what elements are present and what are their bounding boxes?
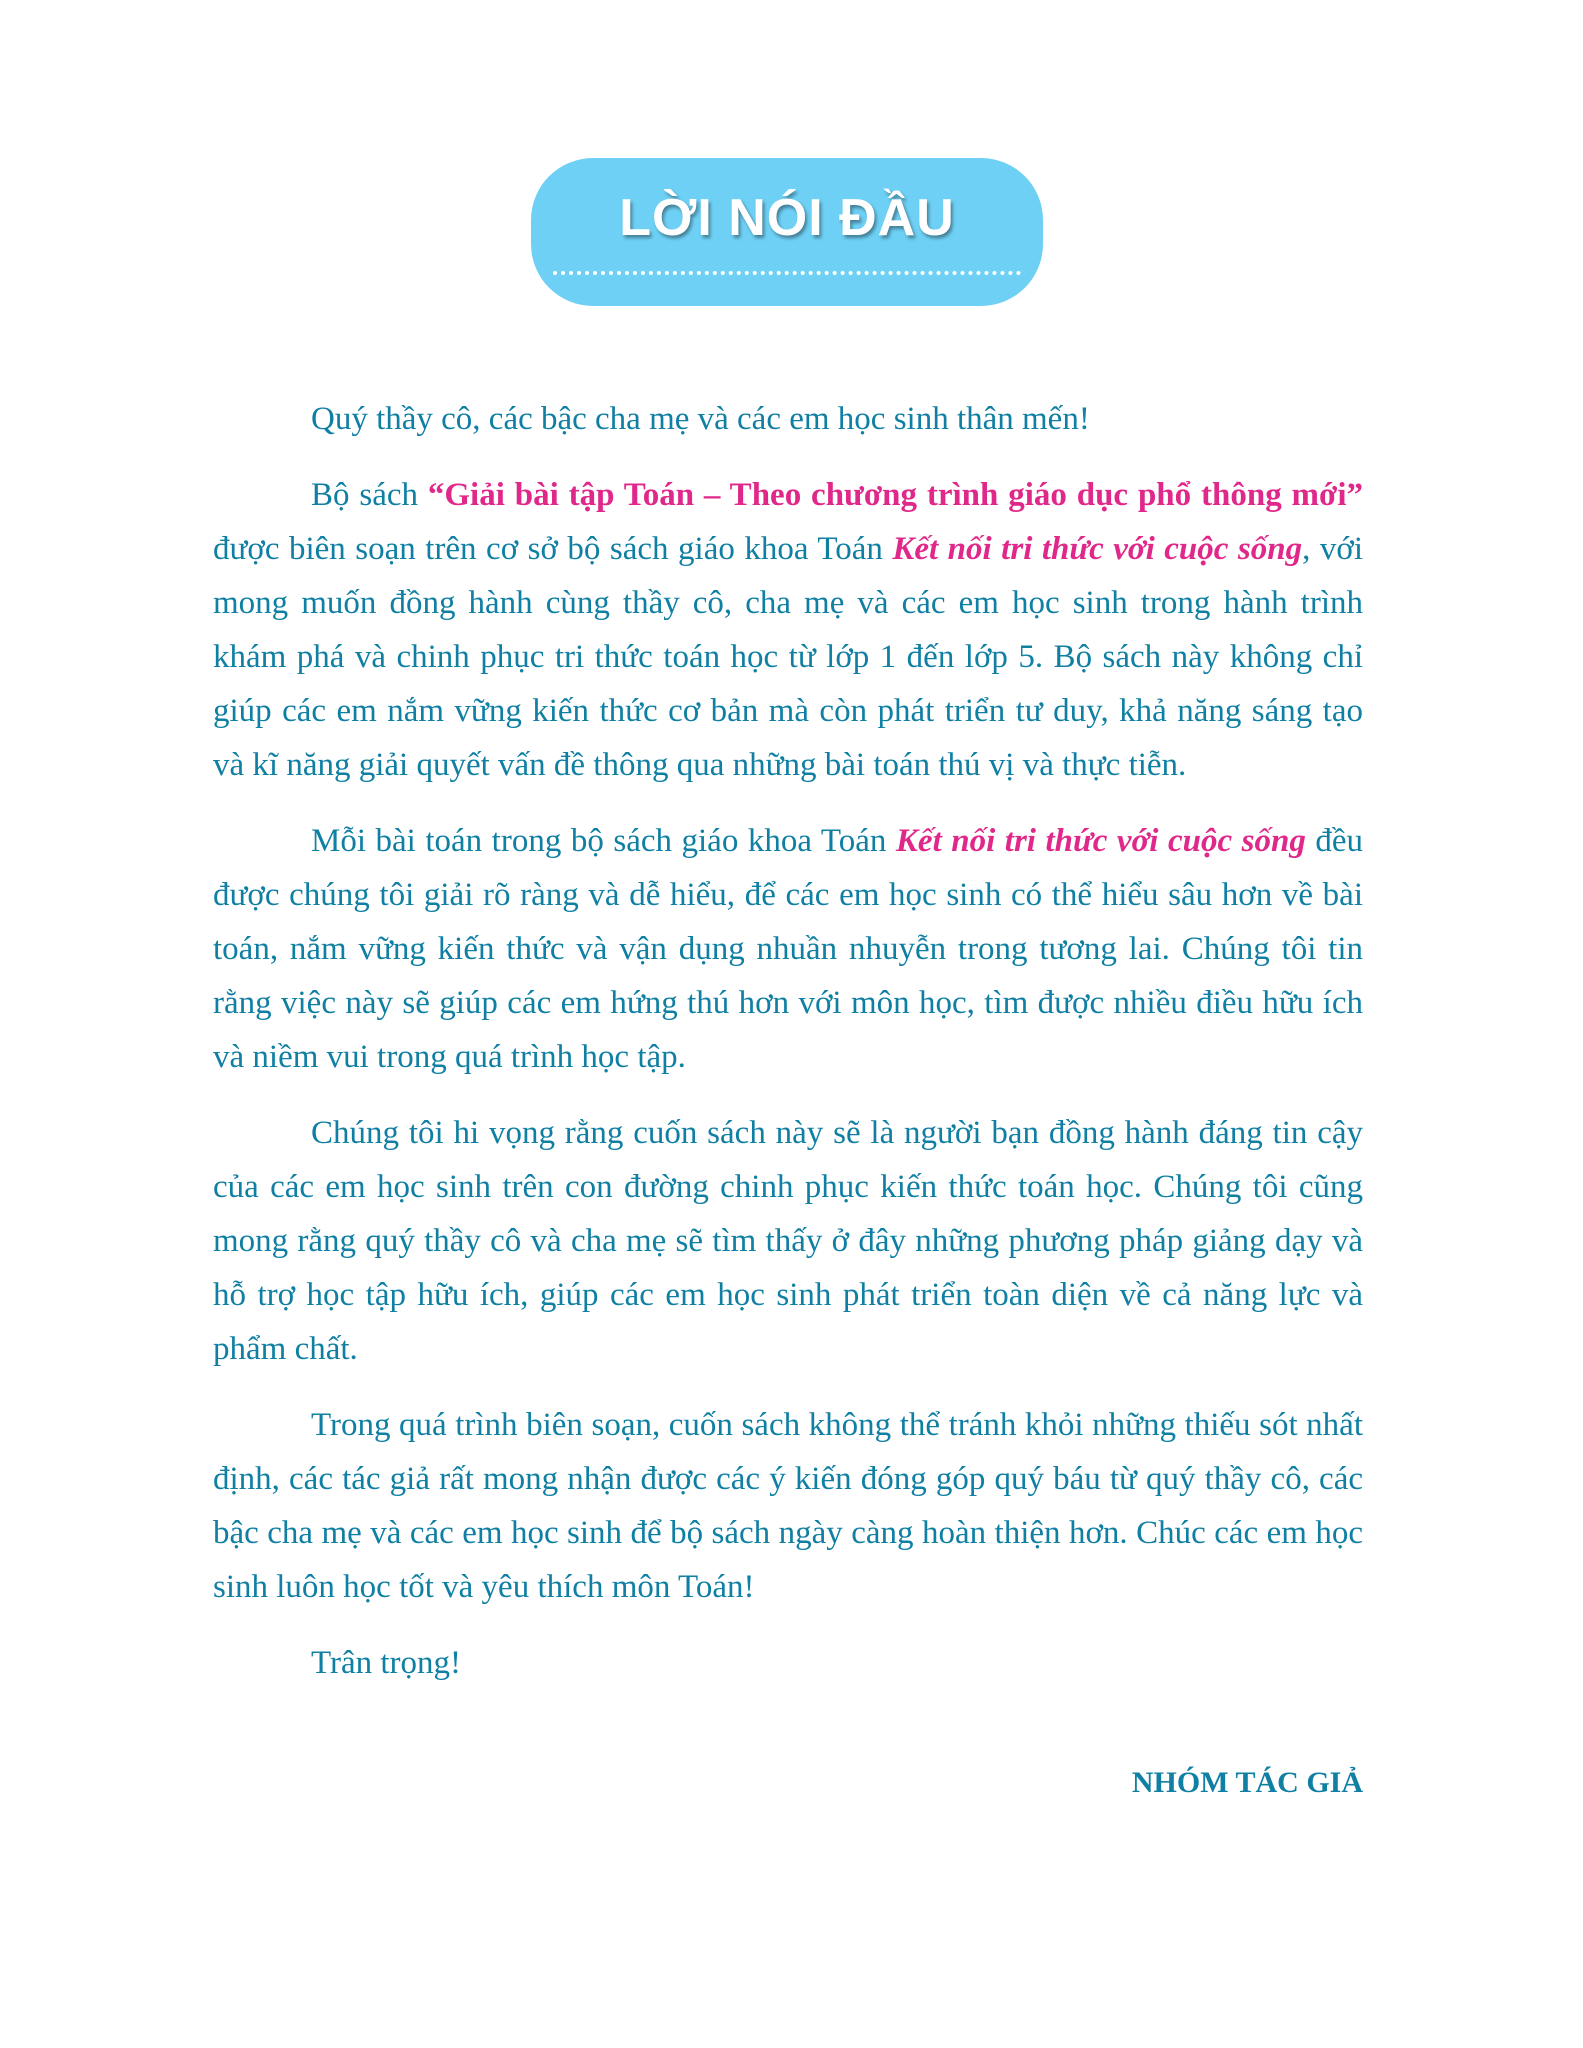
preface-body — [213, 392, 1363, 1690]
paragraph-4: Trong quá trình biên soạn, cuốn sách không thể tránh khỏi những thiếu sót nhất định, các tác giả rất mong nhận được các ý kiến đóng góp quý báu từ quý thầy cô, các bậc cha mẹ và các em học sinh để bộ sách ngày càng hoàn thiện hơn. Chúc các em học sinh luôn học tốt và yêu thích môn Toán! — [213, 1407, 1363, 1605]
author-signature: NHÓM TÁC GIẢ — [1131, 1766, 1363, 1799]
paragraph-2-text-a: Mỗi bài toán trong bộ sách giáo khoa Toán — [311, 823, 896, 859]
title-dotted-divider — [553, 271, 1021, 275]
signoff: Trân trọng! — [311, 1645, 462, 1681]
title-banner — [531, 158, 1043, 306]
textbook-series-name: Kết nối tri thức với cuộc sống — [892, 531, 1303, 567]
textbook-series-name-2: Kết nối tri thức với cuộc sống — [895, 823, 1306, 859]
paragraph-1-text-a: Bộ sách — [311, 477, 428, 513]
paragraph-1 — [213, 468, 1363, 792]
paragraph-1-text-e: , với mong muốn đồng hành cùng thầy cô, cha mẹ và các em học sinh trong hành trình khám phá và chinh phục tri thức toán học từ lớp 1 đến lớp 5. Bộ sách này không chỉ giúp các em nắm vững kiến thức cơ bản mà còn phát triển tư duy, khả năng sáng tạo và kĩ năng giải quyết vấn đề thông qua những bài toán thú vị và thực tiễn. — [213, 531, 1363, 783]
page-title: LỜI NÓI ĐẦU — [619, 189, 955, 247]
paragraph-3: Chúng tôi hi vọng rằng cuốn sách này sẽ là người bạn đồng hành đáng tin cậy của các em học sinh trên con đường chinh phục kiến thức toán học. Chúng tôi cũng mong rằng quý thầy cô và cha mẹ sẽ tìm thấy ở đây những phương pháp giảng dạy và hỗ trợ học tập hữu ích, giúp các em học sinh phát triển toàn diện về cả năng lực và phẩm chất. — [213, 1115, 1363, 1367]
paragraph-1-text-c: được biên soạn trên cơ sở bộ sách giáo khoa Toán — [213, 531, 893, 567]
paragraph-2 — [213, 814, 1363, 1084]
paragraph-2-text-c: đều được chúng tôi giải rõ ràng và dễ hiểu, để các em học sinh có thể hiểu sâu hơn về bài toán, nắm vững kiến thức và vận dụng nhuần nhuyễn trong tương lai. Chúng tôi tin rằng việc này sẽ giúp các em hứng thú hơn với môn học, tìm được nhiều điều hữu ích và niềm vui trong quá trình học tập. — [213, 823, 1363, 1075]
book-series-title: “Giải bài tập Toán – Theo chương trình giáo dục phổ thông mới” — [427, 477, 1363, 513]
greeting: Quý thầy cô, các bậc cha mẹ và các em học sinh thân mến! — [311, 401, 1090, 437]
